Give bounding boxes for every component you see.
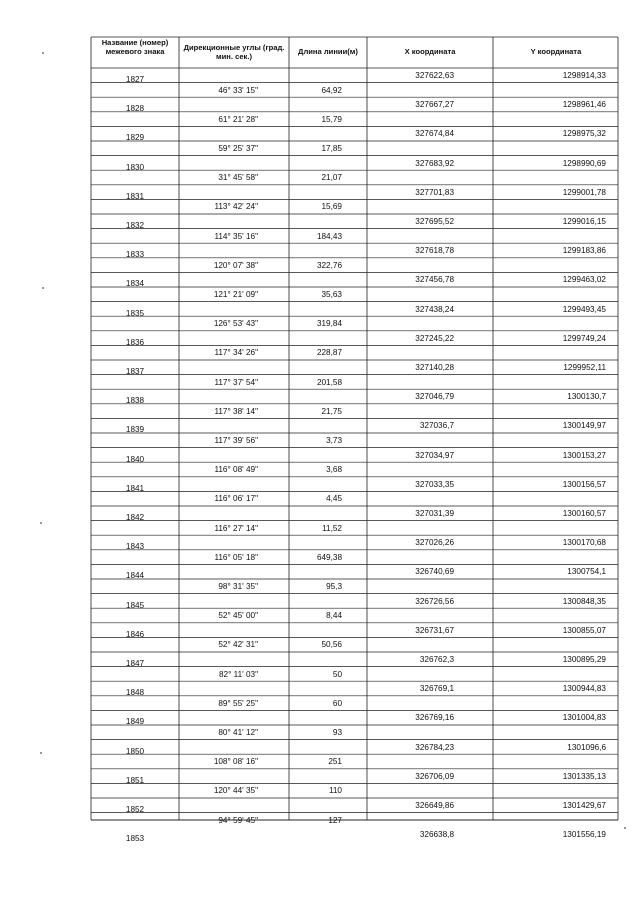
line-length: 35,63 [321,290,342,299]
y-coordinate: 1298990,69 [562,158,606,168]
scan-speck [42,52,44,54]
y-coordinate: 1301429,67 [562,801,606,810]
x-coordinate: 326769,1 [419,684,454,694]
y-coordinate: 1300130,7 [567,392,606,402]
y-coordinate: 1300848,35 [562,596,606,606]
x-coordinate: 327683,92 [415,158,454,168]
point-name: 1829 [125,133,145,143]
x-coordinate: 327438,24 [415,304,454,314]
direction-angle: 117° 38' 14" [214,406,258,416]
x-coordinate: 326706,09 [415,771,454,781]
scan-speck [42,287,44,289]
point-name: 1828 [125,104,145,114]
point-name: 1834 [125,279,145,289]
direction-angle: 114° 35' 16" [214,231,258,241]
x-coordinate: 326740,69 [415,567,454,577]
line-length: 4,45 [326,494,342,504]
point-name: 1849 [125,717,145,727]
point-name: 1832 [125,221,145,230]
x-coordinate: 327701,83 [415,187,454,197]
line-length: 17,85 [321,144,342,153]
direction-angle: 52° 42' 31" [218,640,258,650]
y-coordinate: 1300170,68 [562,538,606,548]
x-coordinate: 326769,16 [415,713,454,723]
y-coordinate: 1301096,6 [567,742,606,752]
point-name: 1842 [125,513,145,522]
x-coordinate: 326638,8 [419,830,454,840]
y-coordinate: 1299001,78 [562,187,606,197]
line-length: 15,69 [321,202,342,212]
point-name: 1831 [125,191,145,201]
line-length: 201,58 [316,377,342,387]
point-name: 1843 [125,542,145,552]
header-x: X координата [404,47,456,56]
point-name: 1853 [125,834,145,844]
line-length: 93 [332,728,342,737]
line-length: 3,68 [326,465,342,475]
point-name: 1838 [125,396,145,406]
point-name: 1852 [125,805,145,814]
x-coordinate: 326726,56 [415,596,454,606]
y-coordinate: 1299952,11 [563,363,606,372]
y-coordinate: 1300149,97 [562,421,606,431]
direction-angle: 98° 31' 35" [218,582,258,591]
line-length: 21,75 [321,406,342,416]
direction-angle: 80° 41' 12" [218,728,258,737]
point-name: 1846 [125,629,145,639]
line-length: 184,43 [316,231,342,241]
direction-angle: 117° 34' 26" [214,348,258,358]
direction-angle: 59° 25' 37" [218,144,258,153]
y-coordinate: 1300153,27 [562,450,606,460]
header-name: Название (номер) межевого знака [101,38,169,56]
y-coordinate: 1299749,24 [562,333,606,343]
line-length: 649,38 [316,552,342,562]
point-name: 1836 [125,337,145,347]
line-length: 319,84 [316,319,342,329]
x-coordinate: 327140,28 [415,363,454,372]
direction-angle: 117° 37' 54" [214,377,258,387]
direction-angle: 52° 45' 00" [218,611,258,621]
y-coordinate: 1299463,02 [562,275,606,285]
x-coordinate: 326784,23 [415,742,454,752]
header-y: Y координата [530,47,582,56]
direction-angle: 89° 55' 25" [218,698,258,708]
direction-angle: 120° 07' 38" [213,260,258,270]
x-coordinate: 327622,63 [415,71,454,80]
point-name: 1827 [125,75,145,84]
x-coordinate: 327245,22 [415,333,454,343]
y-coordinate: 1299183,86 [562,246,606,256]
y-coordinate: 1299493,45 [562,304,606,314]
line-length: 50,56 [321,640,342,650]
scan-speck [40,522,42,524]
y-coordinate: 1298975,32 [562,129,606,139]
direction-angle: 126° 53' 43" [213,319,258,329]
y-coordinate: 1301335,13 [562,771,606,781]
y-coordinate: 1300754,1 [567,567,606,577]
point-name: 1841 [125,483,145,493]
x-coordinate: 326762,3 [419,655,454,664]
x-coordinate: 327036,7 [419,421,454,431]
direction-angle: 116° 27' 14" [214,523,258,533]
point-name: 1833 [125,250,145,260]
point-name: 1845 [125,600,145,610]
point-name: 1840 [125,454,145,464]
line-length: 50 [332,669,342,679]
point-name: 1851 [125,775,145,785]
direction-angle: 61° 21' 28" [218,114,258,124]
y-coordinate: 1300160,57 [562,509,606,518]
line-length: 110 [328,786,342,796]
point-name: 1837 [125,367,145,376]
y-coordinate: 1301004,83 [562,713,606,723]
direction-angle: 82° 11' 03" [218,669,258,679]
y-coordinate: 1300156,57 [562,479,606,489]
direction-angle: 116° 06' 17" [214,494,258,504]
direction-angle: 113° 42' 24" [214,202,258,212]
direction-angle: 116° 05' 18" [214,552,258,562]
x-coordinate: 327034,97 [415,450,454,460]
y-coordinate: 1298961,46 [562,100,606,110]
point-name: 1844 [125,571,145,581]
direction-angle: 108° 08' 16" [213,757,258,767]
x-coordinate: 326649,86 [415,801,454,810]
point-name: 1850 [125,746,145,756]
x-coordinate: 327456,78 [415,275,454,285]
header-length: Длина линии(м) [298,47,358,56]
direction-angle: 116° 08' 49" [214,465,258,475]
x-coordinate: 327033,35 [415,479,454,489]
point-name: 1835 [125,308,145,318]
x-coordinate: 327695,52 [415,217,454,226]
x-coordinate: 327618,78 [415,246,454,256]
line-length: 60 [332,698,342,708]
line-length: 64,92 [321,85,342,95]
y-coordinate: 1298914,33 [562,71,606,80]
line-length: 11,52 [322,523,342,533]
y-coordinate: 1300855,07 [562,625,606,635]
direction-angle: 120° 44' 35" [213,786,258,796]
line-length: 322,76 [316,260,342,270]
x-coordinate: 327031,39 [415,509,454,518]
direction-angle: 94° 59' 45" [218,815,258,825]
y-coordinate: 1300895,29 [562,655,606,664]
point-name: 1830 [125,162,145,172]
scan-speck [40,752,42,754]
point-name: 1847 [125,659,145,668]
x-coordinate: 327667,27 [415,100,454,110]
line-length: 251 [328,757,342,767]
line-length: 3,73 [326,436,342,445]
header-angle: Дирекционные углы (град. мин. сек.) [183,43,285,61]
scan-speck [624,827,626,829]
direction-angle: 46° 33' 15" [218,85,258,95]
y-coordinate: 1299016,15 [562,217,606,226]
direction-angle: 117° 39' 56" [214,436,258,445]
x-coordinate: 327026,26 [415,538,454,548]
point-name: 1839 [125,425,145,435]
line-length: 21,07 [321,173,342,183]
direction-angle: 31° 45' 58" [218,173,258,183]
point-name: 1848 [125,688,145,698]
line-length: 228,87 [316,348,342,358]
line-length: 127 [328,815,342,825]
x-coordinate: 327674,84 [415,129,454,139]
y-coordinate: 1300944,83 [562,684,606,694]
x-coordinate: 327046,79 [415,392,454,402]
x-coordinate: 326731,67 [415,625,454,635]
line-length: 15,79 [321,114,342,124]
line-length: 95,3 [326,582,342,591]
line-length: 8,44 [326,611,342,621]
y-coordinate: 1301556,19 [562,830,606,840]
direction-angle: 121° 21' 09" [213,290,258,299]
